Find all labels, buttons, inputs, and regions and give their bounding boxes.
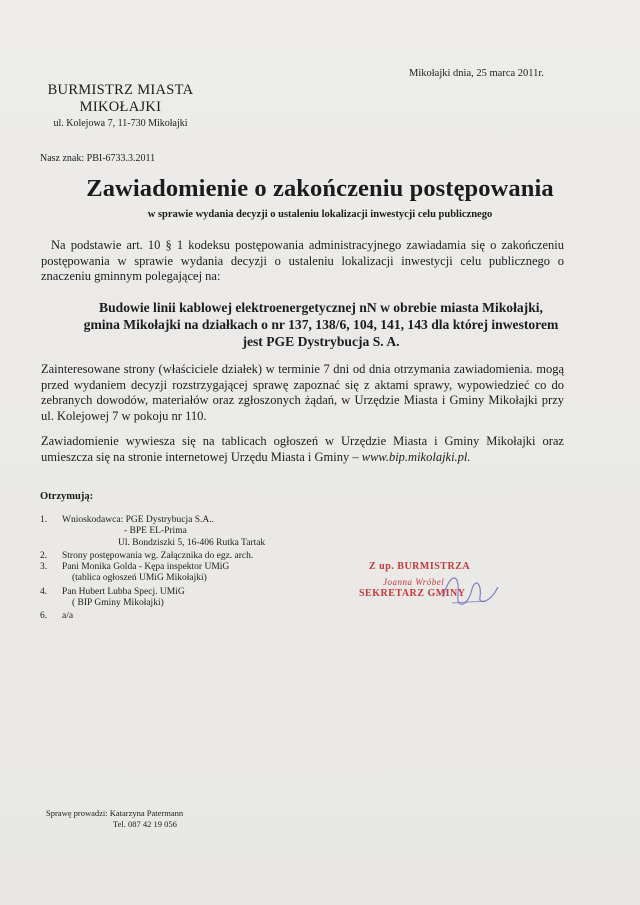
subject-line: jest PGE Dystrybucja S. A. — [242, 334, 400, 349]
list-text: Pan Hubert Lubba Specj. UMiG — [62, 586, 185, 597]
stamp-line: SEKRETARZ GMINY — [359, 588, 466, 599]
list-item — [40, 587, 360, 598]
document-date: Mikołajki dnia, 25 marca 2011r. — [409, 68, 544, 79]
subject-block — [38, 299, 604, 350]
paragraph-publication-text: Zawiadomienie wywiesza się na tablicach ogłoszeń w Urzędzie Miasta i Gminy Mikołajki oraz umieszcza się na stronie internetowej Urzędu Miasta i Gminy – — [41, 434, 564, 464]
list-item — [40, 611, 360, 622]
list-item-continuation — [40, 573, 360, 584]
document-subtitle: w sprawie wydania decyzji o ustaleniu lokalizacji inwestycji celu publicznego — [147, 209, 493, 220]
list-number: 4. — [40, 586, 48, 597]
subject-line: gmina Mikołajki na działkach o nr 137, 138/6, 104, 141, 143 dla której inwestorem — [83, 317, 559, 332]
paragraph-parties: Zainteresowane strony (właściciele działek) w terminie 7 dni od dnia otrzymania zawiadomienia. mogą przed wydaniem decyzji rozstrzygającej sprawę zapoznać się z aktami sprawy, wypowiedzieć co do zebranych dowodów, materiałów oraz zgłoszonych żądań, w Urzędzie Miasta i Gminy Mikołajki przy ul. Kolejowej 7 w pokoju nr 110. — [41, 362, 564, 423]
list-item-continuation — [40, 538, 360, 549]
case-handler-name: Sprawę prowadzi: Katarzyna Patermann — [46, 808, 184, 818]
recipients-heading: Otrzymują: — [40, 491, 94, 502]
list-item — [40, 551, 360, 562]
list-item-continuation — [40, 598, 360, 609]
reference-number: Nasz znak: PBI-6733.3.2011 — [40, 153, 156, 164]
list-text: - BPE EL-Prima — [124, 526, 187, 537]
list-item — [40, 515, 360, 526]
list-number: 2. — [40, 550, 48, 561]
stamp-line: Z up. BURMISTRZA — [369, 561, 471, 572]
paragraph-intro: Na podstawie art. 10 § 1 kodeksu postępowania administracyjnego zawiadamia się o zakończeniu postępowania w sprawie wydania decyzji o ustaleniu lokalizacji inwestycji celu publicznego o znaczeniu gminnym polegającej na: — [41, 238, 564, 283]
recipients-list — [40, 515, 360, 623]
issuer-address: ul. Kolejowa 7, 11-730 Mikołajki — [53, 118, 188, 129]
stamp-line: Joanna Wróbel — [383, 577, 445, 587]
list-item-continuation — [40, 526, 360, 537]
list-text: Ul. Bondziszki 5, 16-406 Rutka Tartak — [118, 537, 266, 548]
list-text: Wnioskodawca: PGE Dystrybucja S.A.. — [62, 515, 214, 525]
list-number: 3. — [40, 562, 48, 573]
list-text: Strony postępowania wg. Załącznika do egz. arch. — [62, 550, 254, 561]
subject-line: Budowie linii kablowej elektroenergetycznej nN w obrebie miasta Mikołajki, — [99, 300, 543, 315]
list-number: 6. — [40, 611, 48, 622]
document-title: Zawiadomienie o zakończeniu postępowania — [86, 175, 554, 202]
list-text: a/a — [62, 611, 74, 622]
handwritten-signature — [438, 567, 508, 617]
paragraph-publication — [41, 434, 564, 465]
list-item — [40, 562, 360, 573]
list-text: (tablica ogłoszeń UMiG Mikołajki) — [72, 573, 207, 584]
case-handler-footer — [46, 808, 183, 830]
issuer-block — [38, 82, 203, 131]
issuer-city: MIKOŁAJKI — [79, 99, 162, 115]
list-text: ( BIP Gminy Mikołajki) — [72, 598, 164, 609]
list-text: Pani Monika Golda - Kępa inspektor UMiG — [62, 562, 230, 573]
case-handler-phone: Tel. 087 42 19 056 — [113, 819, 177, 829]
bip-link: www.bip.mikolajki.pl. — [361, 449, 471, 464]
issuer-title: BURMISTRZ MIASTA — [47, 82, 194, 98]
list-number: 1. — [40, 515, 48, 525]
